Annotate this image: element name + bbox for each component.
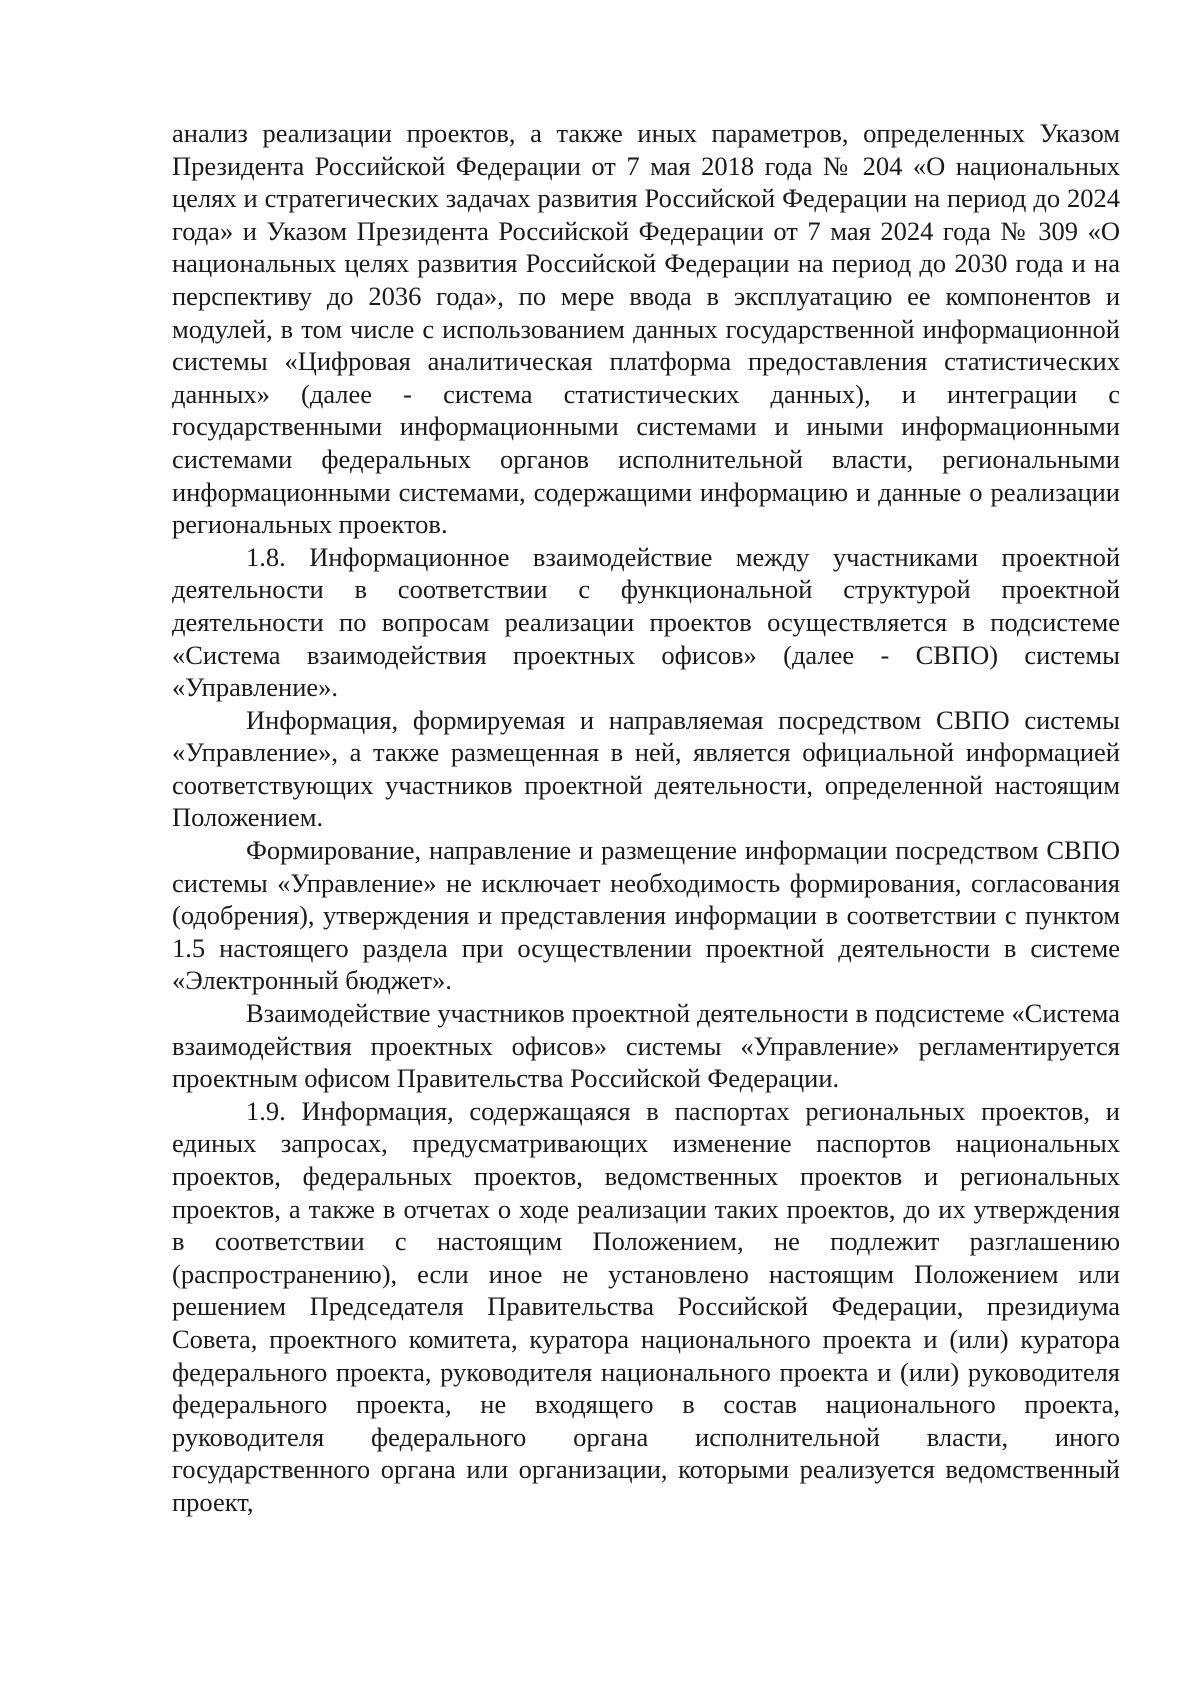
paragraph-1-8: 1.8. Информационное взаимодействие между участниками проектной деятельности в соответствии с функциональной структурой проектной деятельности по вопросам реализации проектов осуществляется в подсистеме «Система взаимодействия проектных офисов» (далее - СВПО) системы «Управление». (172, 541, 1120, 703)
paragraph-formation: Формирование, направление и размещение информации посредством СВПО системы «Управление» не исключает необходимость формирования, согласования (одобрения), утверждения и представления информации в соответствии с пунктом 1.5 настоящего раздела при осуществлении проектной деятельности в системе «Электронный бюджет». (172, 835, 1120, 996)
paragraph-info-official: Информация, формируемая и направляемая посредством СВПО системы «Управление», а также размещенная в ней, является официальной информацией соответствующих участников проектной деятельности, определенной настоящим Положением. (172, 704, 1120, 833)
paragraph-continuation: анализ реализации проектов, а также иных параметров, определенных Указом Президента Российской Федерации от 7 мая 2018 года № 204 «О национальных целях и стратегических задачах развития Российской Федерации на период до 2024 года» и Указом Президента Российской Федерации от 7 мая 2024 года № 309 «О национальных целях развития Российской Федерации на период до 2030 года и на перспективу до 2036 года», по мере ввода в эксплуатацию ее компонентов и модулей, в том числе с использованием данных государственной информационной системы «Цифровая аналитическая платформа предоставления статистических данных» (далее - система статистических данных), и интеграции с государственными информационными системами и иными информационными системами федеральных органов исполнительной власти, региональными информационными системами, содержащими информацию и данные о реализации региональных проектов. (172, 118, 1120, 540)
document-body (172, 117, 1120, 1519)
paragraph-1-9: 1.9. Информация, содержащаяся в паспортах региональных проектов, и единых запросах, предусматривающих изменение паспортов национальных проектов, федеральных проектов, ведомственных проектов и региональных проектов, а также в отчетах о ходе реализации таких проектов, до их утверждения в соответствии с настоящим Положением, не подлежит разглашению (распространению), если иное не установлено настоящим Положением или решением Председателя Правительства Российской Федерации, президиума Совета, проектного комитета, куратора национального проекта и (или) куратора федерального проекта, руководителя национального проекта и (или) руководителя федерального проекта, не входящего в состав национального проекта, руководителя федерального органа исполнительной власти, иного государственного органа или организации, которыми реализуется ведомственный проект, (172, 1095, 1120, 1517)
paragraph-interaction: Взаимодействие участников проектной деятельности в подсистеме «Система взаимодействия проектных офисов» системы «Управление» регламентируется проектным офисом Правительства Российской Федерации. (172, 998, 1120, 1094)
